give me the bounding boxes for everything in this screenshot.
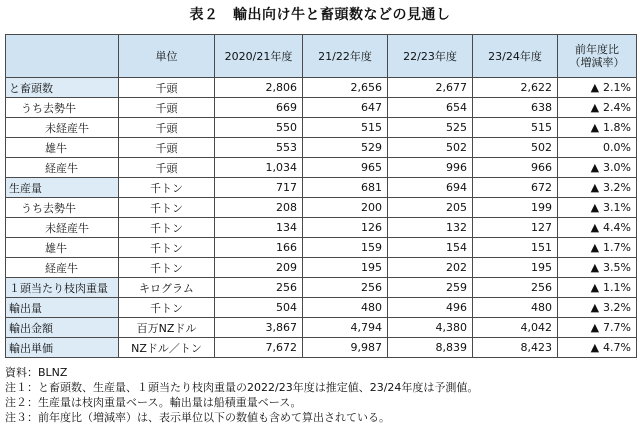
change-percent: 7.7%: [603, 321, 631, 334]
table-body: [6, 78, 637, 358]
table-row: [6, 278, 637, 298]
row-label: [6, 238, 119, 258]
row-label: [6, 78, 119, 98]
change-percent: 3.1%: [603, 201, 631, 214]
change-cell: [558, 98, 637, 118]
header-change-line1: 前年度比: [575, 43, 619, 56]
row-unit: 千頭: [119, 158, 215, 178]
value-cell: 256: [473, 278, 558, 298]
table-row: [6, 298, 637, 318]
value-cell: 199: [473, 198, 558, 218]
value-cell: 205: [388, 198, 473, 218]
change-cell: [558, 78, 637, 98]
note-1: 注１：と畜頭数、生産量、１頭当たり枝肉重量の2022/23年度は推定値、23/24年度は予測値。: [5, 381, 479, 394]
table-row: [6, 138, 637, 158]
value-cell: 550: [215, 118, 303, 138]
value-cell: 553: [215, 138, 303, 158]
table-row: [6, 178, 637, 198]
value-cell: 672: [473, 178, 558, 198]
value-cell: 208: [215, 198, 303, 218]
value-cell: 638: [473, 98, 558, 118]
decrease-triangle-icon: ▲: [590, 341, 600, 354]
change-cell: [558, 198, 637, 218]
table-title: 表２ 輸出向け牛と畜頭数などの見通し: [189, 7, 451, 23]
row-unit: 千頭: [119, 78, 215, 98]
row-unit: 千頭: [119, 118, 215, 138]
row-label: [6, 258, 119, 278]
row-label-text: １頭当たり枝肉重量: [9, 281, 108, 295]
row-label-text: 未経産牛: [45, 221, 89, 235]
value-cell: 4,042: [473, 318, 558, 338]
change-cell: [558, 278, 637, 298]
header-row: [6, 35, 637, 78]
decrease-triangle-icon: ▲: [590, 101, 600, 114]
row-label: [6, 118, 119, 138]
change-cell: [558, 138, 637, 158]
table-row: [6, 78, 637, 98]
decrease-triangle-icon: ▲: [590, 301, 600, 314]
value-cell: 2,656: [303, 78, 388, 98]
value-cell: 502: [388, 138, 473, 158]
decrease-triangle-icon: ▲: [590, 241, 600, 254]
row-unit: 千トン: [119, 198, 215, 218]
row-unit: 千頭: [119, 98, 215, 118]
value-cell: 9,987: [303, 338, 388, 358]
value-cell: 504: [215, 298, 303, 318]
row-label-text: うち去勢牛: [21, 201, 76, 215]
row-label: [6, 218, 119, 238]
change-percent: 3.2%: [603, 301, 631, 314]
row-label-text: 雄牛: [45, 141, 67, 155]
table-row: [6, 238, 637, 258]
value-cell: 2,806: [215, 78, 303, 98]
value-cell: 134: [215, 218, 303, 238]
row-unit: 千トン: [119, 298, 215, 318]
header-category: [6, 35, 119, 78]
value-cell: 127: [473, 218, 558, 238]
row-label-text: うち去勢牛: [21, 101, 76, 115]
row-unit: NZドル／トン: [119, 338, 215, 358]
note-3: 注３：前年度比（増減率）は、表示単位以下の数値も含めて算出されている。: [5, 411, 390, 424]
value-cell: 200: [303, 198, 388, 218]
row-unit: 千トン: [119, 178, 215, 198]
change-percent: 3.0%: [603, 161, 631, 174]
change-cell: [558, 318, 637, 338]
value-cell: 3,867: [215, 318, 303, 338]
value-cell: 654: [388, 98, 473, 118]
decrease-triangle-icon: ▲: [590, 221, 600, 234]
row-label: [6, 278, 119, 298]
change-percent: 1.7%: [603, 241, 631, 254]
row-label: [6, 338, 119, 358]
value-cell: 195: [473, 258, 558, 278]
value-cell: 525: [388, 118, 473, 138]
data-table: [5, 34, 637, 358]
value-cell: 154: [388, 238, 473, 258]
value-cell: 159: [303, 238, 388, 258]
value-cell: 126: [303, 218, 388, 238]
value-cell: 996: [388, 158, 473, 178]
header-change: [558, 35, 637, 78]
change-cell: [558, 118, 637, 138]
value-cell: 681: [303, 178, 388, 198]
value-cell: 256: [303, 278, 388, 298]
row-label: [6, 178, 119, 198]
row-label-text: 経産牛: [45, 261, 78, 275]
value-cell: 1,034: [215, 158, 303, 178]
row-unit: キログラム: [119, 278, 215, 298]
source-note: 資料：BLNZ: [5, 366, 68, 379]
row-unit: 千トン: [119, 238, 215, 258]
row-label: [6, 158, 119, 178]
value-cell: 256: [215, 278, 303, 298]
change-percent: 3.5%: [603, 261, 631, 274]
change-percent: 4.4%: [603, 221, 631, 234]
row-label-text: 生産量: [9, 181, 42, 195]
change-percent: 2.4%: [603, 101, 631, 114]
row-label: [6, 98, 119, 118]
value-cell: 151: [473, 238, 558, 258]
header-change-line2: （増減率）: [569, 56, 625, 69]
value-cell: 202: [388, 258, 473, 278]
change-percent: 4.7%: [603, 341, 631, 354]
value-cell: 259: [388, 278, 473, 298]
change-cell: [558, 338, 637, 358]
row-unit: 千トン: [119, 258, 215, 278]
value-cell: 965: [303, 158, 388, 178]
table-row: [6, 98, 637, 118]
decrease-triangle-icon: ▲: [590, 261, 600, 274]
value-cell: 669: [215, 98, 303, 118]
row-unit: 千頭: [119, 138, 215, 158]
row-label: [6, 198, 119, 218]
row-label-text: 未経産牛: [45, 121, 89, 135]
value-cell: 132: [388, 218, 473, 238]
value-cell: 480: [473, 298, 558, 318]
value-cell: 529: [303, 138, 388, 158]
table-row: [6, 318, 637, 338]
decrease-triangle-icon: ▲: [590, 181, 600, 194]
change-percent: 1.8%: [603, 121, 631, 134]
value-cell: 480: [303, 298, 388, 318]
value-cell: 966: [473, 158, 558, 178]
row-label: [6, 138, 119, 158]
decrease-triangle-icon: ▲: [590, 81, 600, 94]
note-2: 注２：生産量は枝肉重量ベース。輸出量は船積重量ベース。: [5, 396, 302, 409]
decrease-triangle-icon: ▲: [590, 321, 600, 334]
change-cell: [558, 158, 637, 178]
value-cell: 502: [473, 138, 558, 158]
header-year-4: 23/24年度: [473, 35, 558, 78]
value-cell: 195: [303, 258, 388, 278]
row-label-text: 輸出単価: [9, 341, 53, 355]
change-cell: [558, 238, 637, 258]
header-year-3: 22/23年度: [388, 35, 473, 78]
value-cell: 647: [303, 98, 388, 118]
change-percent: 3.2%: [603, 181, 631, 194]
header-unit: 単位: [119, 35, 215, 78]
value-cell: 496: [388, 298, 473, 318]
value-cell: 209: [215, 258, 303, 278]
change-cell: [558, 258, 637, 278]
table-row: [6, 338, 637, 358]
change-percent: 2.1%: [603, 81, 631, 94]
row-label: [6, 298, 119, 318]
decrease-triangle-icon: ▲: [590, 201, 600, 214]
change-cell: [558, 178, 637, 198]
decrease-triangle-icon: ▲: [590, 281, 600, 294]
row-label-text: 輸出量: [9, 301, 42, 315]
decrease-triangle-icon: ▲: [590, 161, 600, 174]
value-cell: 8,839: [388, 338, 473, 358]
table-row: [6, 258, 637, 278]
value-cell: 7,672: [215, 338, 303, 358]
value-cell: 515: [303, 118, 388, 138]
change-cell: [558, 218, 637, 238]
value-cell: 4,380: [388, 318, 473, 338]
value-cell: 8,423: [473, 338, 558, 358]
value-cell: 2,622: [473, 78, 558, 98]
decrease-triangle-icon: ▲: [590, 121, 600, 134]
value-cell: 4,794: [303, 318, 388, 338]
row-label-text: 雄牛: [45, 241, 67, 255]
change-percent: 0.0%: [603, 141, 631, 154]
value-cell: 694: [388, 178, 473, 198]
table-row: [6, 218, 637, 238]
header-year-2: 21/22年度: [303, 35, 388, 78]
row-unit: 百万NZドル: [119, 318, 215, 338]
header-year-1: 2020/21年度: [215, 35, 303, 78]
row-label-text: 輸出金額: [9, 321, 53, 335]
row-label: [6, 318, 119, 338]
table-row: [6, 198, 637, 218]
row-label-text: 経産牛: [45, 161, 78, 175]
table-row: [6, 118, 637, 138]
notes: [5, 365, 478, 425]
row-unit: 千トン: [119, 218, 215, 238]
value-cell: 2,677: [388, 78, 473, 98]
row-label-text: と畜頭数: [9, 81, 53, 95]
value-cell: 515: [473, 118, 558, 138]
change-cell: [558, 298, 637, 318]
change-percent: 1.1%: [603, 281, 631, 294]
table-row: [6, 158, 637, 178]
value-cell: 717: [215, 178, 303, 198]
value-cell: 166: [215, 238, 303, 258]
